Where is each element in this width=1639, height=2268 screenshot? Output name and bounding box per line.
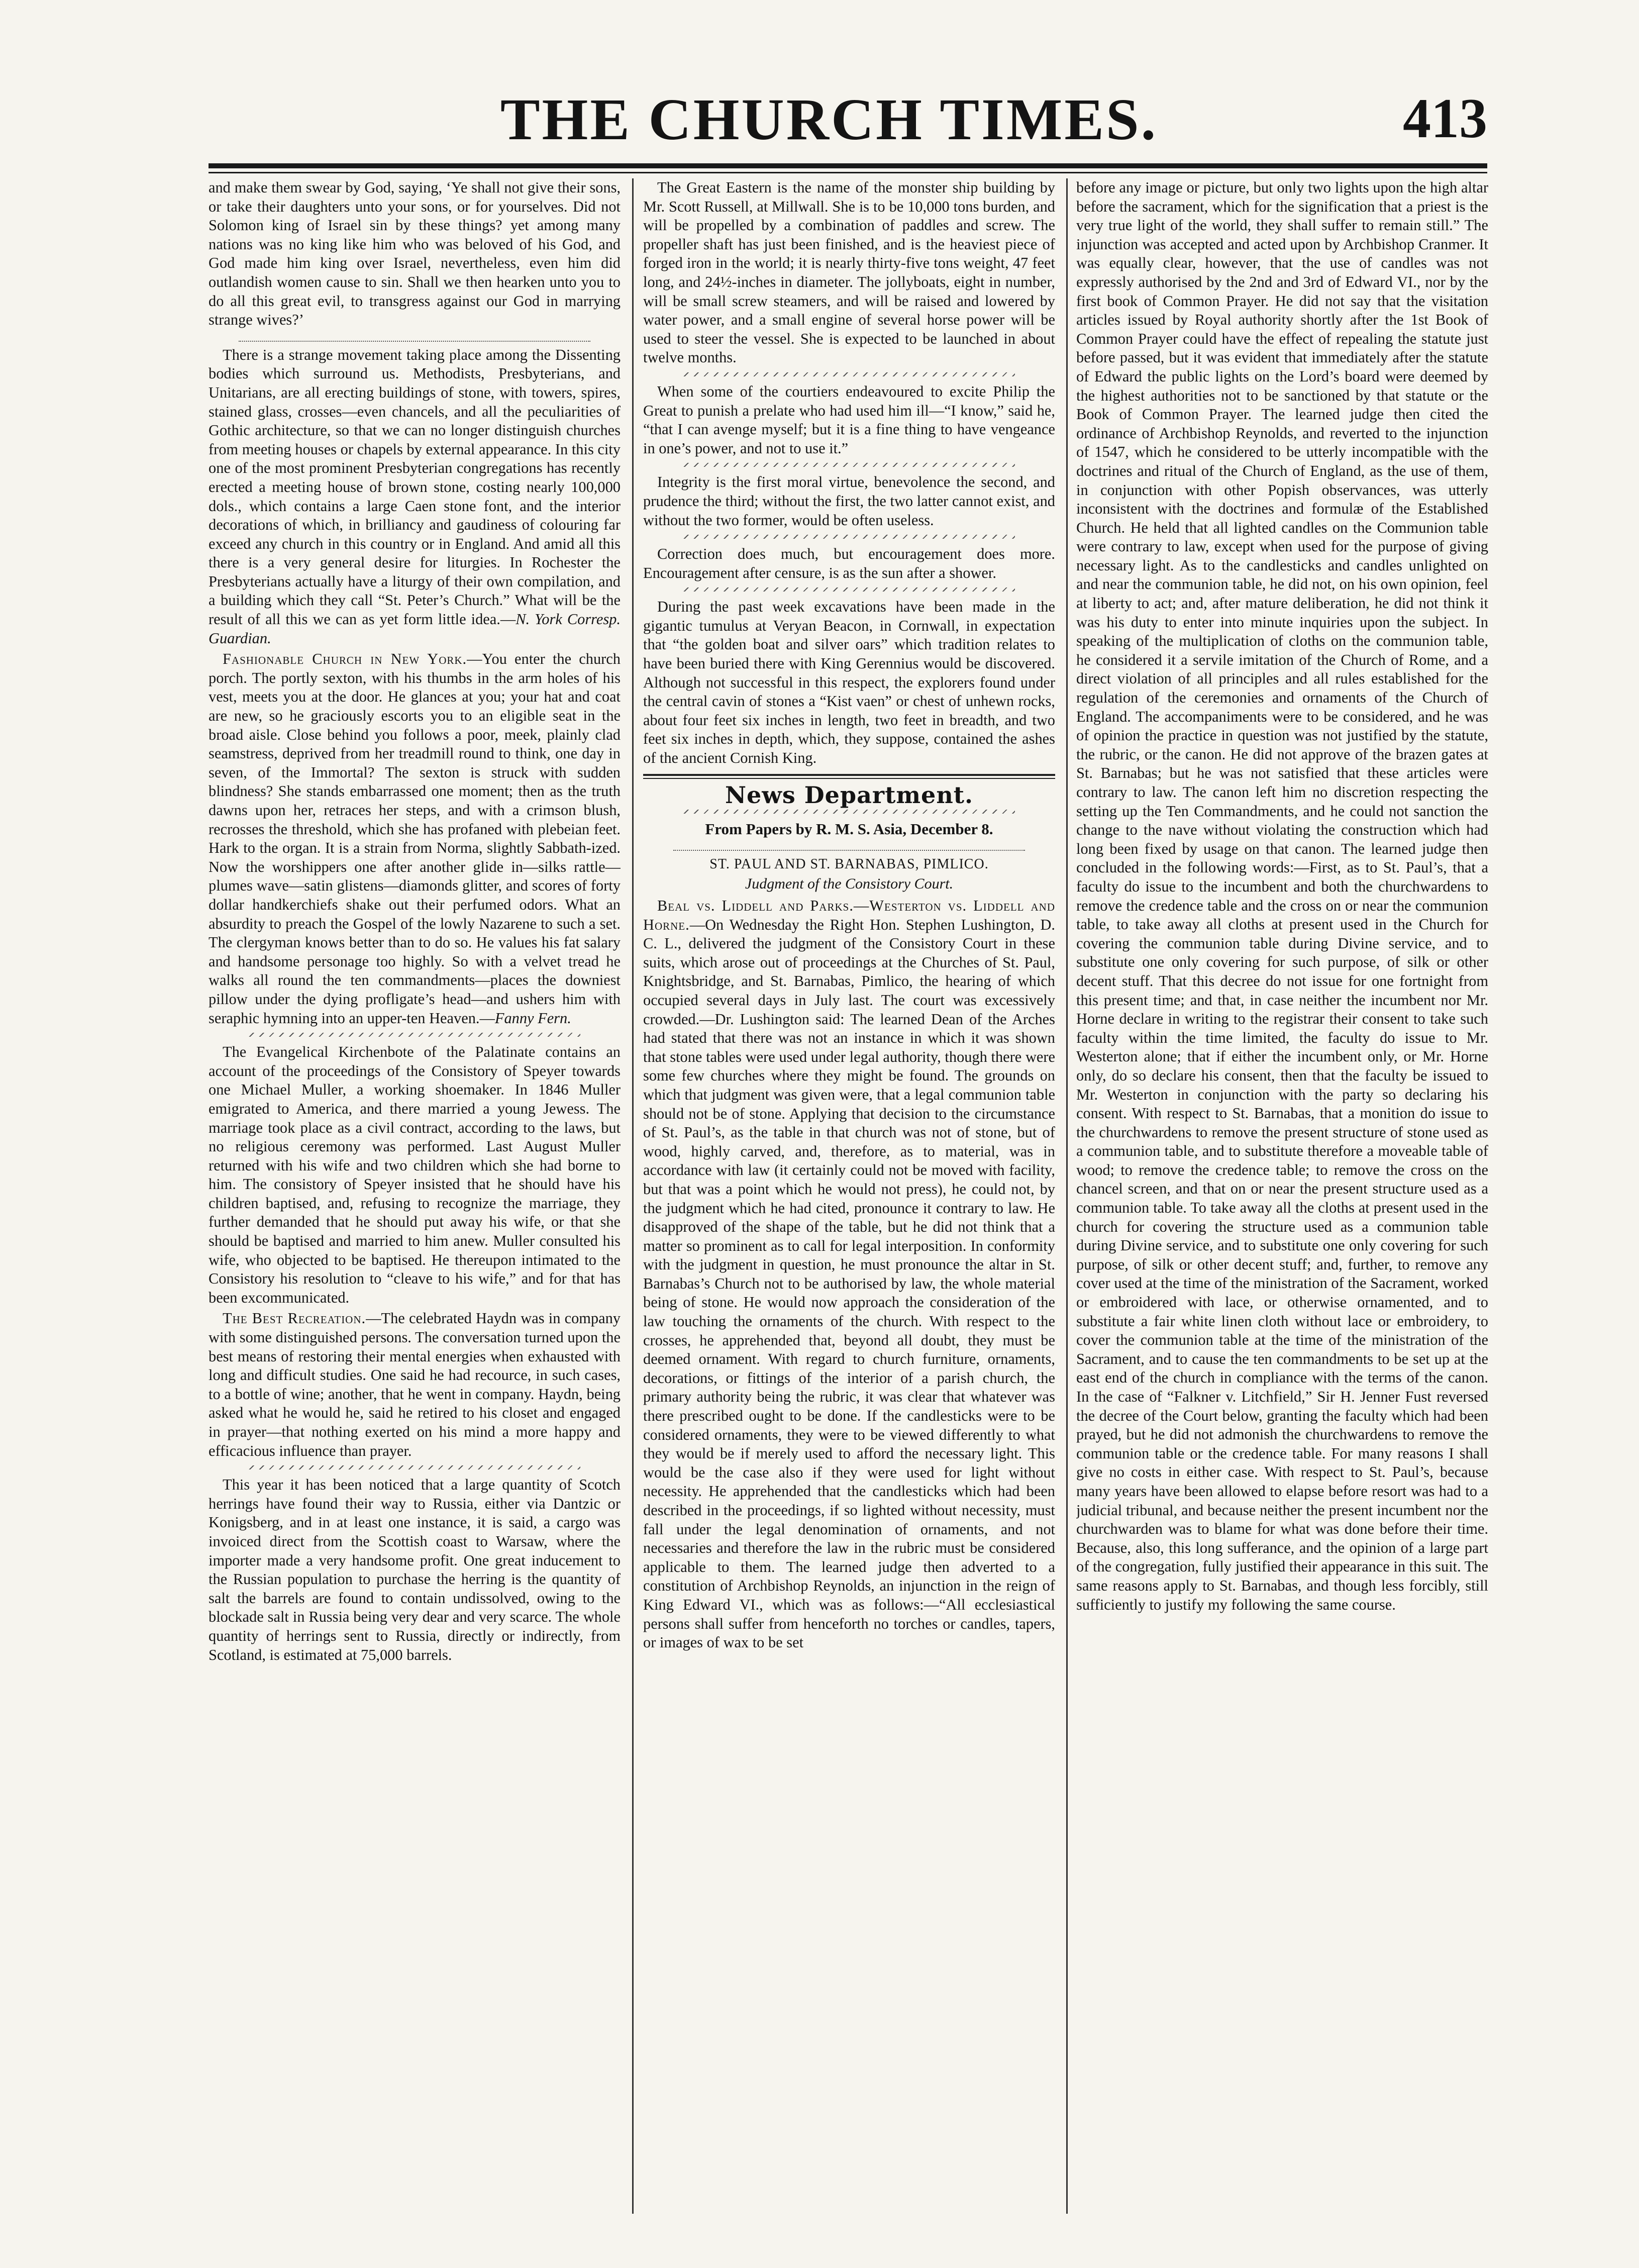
- article-philip: When some of the courtiers endeavoured to excite Philip the Great to punish a prelate who had used him ill—“I know,” said he, “that I can avenge myself; but it is a fine thing to have vengeance in one’s power, and not to use it.”: [643, 382, 1055, 457]
- article-lead: Fashionable Church in New York.: [223, 650, 467, 668]
- column-1: [209, 178, 621, 2214]
- section-rule: [643, 774, 1055, 779]
- header-rule-thin: [209, 172, 1487, 173]
- article-judgment: Beal vs. Liddell and Parks.—Westerton vs. Liddell and Horne.—On Wednesday the Right Hon. Stephen Lushington, D. C. L., delivered the judgment of the Consistory Court in these suits, which arose out of proceedings at the Churches of St. Paul, Knightsbridge, and St. Barnabas, Pimlico, the hearing of which occupied several days in July last. The court was excessively crowded.—Dr. Lushington said: The learned Dean of the Arches had stated that there was not an instance in which it was shown that stone tables were used under legal authority, though there were some few churches where they might be found. The grounds on which that judgment was given were, that a legal communion table should not be of stone. Applying that decision to the circumstance of St. Paul’s, as the table in that church was not of stone, but of wood, highly carved, and, therefore, as to material, was in accordance with law (it certainly could not be moved with facility, but that was a point which he would not press), he could not, by the judgment which he had cited, pronounce it contrary to law. He disapproved of the shape of the table, but he did not think that a matter so prominent as to call for legal interposition. In conformity with the judgment in question, he must pronounce the altar in St. Barnabas’s Church not to be authorised by law, the whole material being of stone. He would now approach the consideration of the law touching the ornaments of the church. With respect to the crosses, he apprehended that, beyond all doubt, they must be deemed ornament. With regard to church furniture, ornaments, decorations, or fittings of the interior of a parish church, the primary authority being the rubric, it was clear that whatever was there prescribed ought to be done. If the candlesticks were to be considered ornaments, they were to be viewed differently to what they would be if merely used to afford the necessary light. This would be the case also if they were used for light without necessity. He apprehended that the candlesticks which had been described in the proceedings, if so lighted without necessity, must fall under the legal denomination of ornaments, and not necessaries and therefore the law in the rubric must be considered applicable to them. The learned judge then adverted to a constitution of Archbishop Reynolds, an injunction in the reign of King Edward VI., which was as follows:—“All ecclesiastical persons shall suffer from henceforth no torches or candles, tapers, or images of wax to be set: [643, 897, 1055, 1651]
- article-great-eastern: The Great Eastern is the name of the monster ship building by Mr. Scott Russell, at Millwall. She is to be 10,000 tons burden, and will be propelled by a combination of paddles and screw. The propeller shaft has just been finished, and is the heaviest piece of forged iron in the world; it is nearly thirty-five tons weight, 47 feet long, and 24½-inches in diameter. The jollyboats, eight in number, will be small screw steamers, and will be raised and lowered by water power, and a small engine of several horse power will be used to steer the vessel. She is expected to be launched in about twelve months.: [643, 179, 1055, 366]
- separator: [683, 535, 1015, 539]
- news-department-heading: News Department.: [725, 781, 974, 809]
- article-subheading-italic: Judgment of the Consistory Court.: [745, 875, 954, 893]
- separator: [249, 1033, 580, 1037]
- article-muller: The Evangelical Kirchenbote of the Palatinate contains an account of the proceedings of the Consistory of Speyer towards one Michael Muller, a working shoemaker. In 1846 Muller emigrated to America, and there married a young Jewess. The marriage took place as a civil contract, according to the laws, but no religious ceremony was performed. Last August Muller returned with his wife and two children which she had borne to him. The consistory of Speyer insisted that he should have his children baptised, and, refusing to recognize the marriage, they further demanded that he should put away his wife, or that she should be baptised and married to him anew. Muller consulted his wife, who objected to be baptised. He thereupon intimated to the Consistory his resolution to “cleave to his wife,” and for that has been excommunicated.: [209, 1043, 621, 1306]
- article-lead: Beal vs. Liddell and Parks.—Westerton vs. Liddell and Horne.: [643, 897, 1055, 933]
- article-judgment-continued: before any image or picture, but only two lights upon the high altar before the sacrament, which for the signification that a priest is the very true light of the world, they shall suffer to remain still.” The injunction was accepted and acted upon by Archbishop Cranmer. It was equally clear, however, that the use of candles was not expressly authorised by the 2nd and 3rd of Edward VI., nor by the first book of Common Prayer. He did not say that the visitation articles issued by Royal authority shortly after the 1st Book of Common Prayer could have the effect of repealing the statute just before passed, but it was evident that immediately after the statute of Edward the public lights on the Lord’s board were deemed by the highest authorities not to be sanctioned by that statute or the Book of Common Prayer. The learned judge then cited the ordinance of Archbishop Reynolds, and reverted to the injunction of 1547, which he considered to be utterly incompatible with the doctrines and ritual of the Church of England, as the use of them, in conjunction with other Popish observances, was utterly inconsistent with the doctrines and formulæ of the Established Church. He held that all lighted candles on the Communion table were contrary to law, except when used for the purpose of giving necessary light. As to the candlesticks and candles unlighted on and near the communion table, he did not, on his own opinion, feel at liberty to act; and, after mature deliberation, he did not think it was his duty to enter into minute inquiries upon the subject. In speaking of the multiplication of cloths on the communion table, he considered it a servile imitation of the Church of Rome, and a direct violation of all principles and all rules established for the regulation of the ceremonies and ornaments of the Church of England. The accompaniments were to be considered, and he was of opinion the practice in question was not justified by the statute, the rubric, or the canon. He did not approve of the brazen gates at St. Barnabas; but he was not satisfied that these articles were contrary to law. The canon left him no discretion respecting the setting up the Ten Commandments, and he could not sanction the change to the nave without violating the construction which had long been fixed by usage on that canon. The learned judge then concluded in the following words:—First, as to St. Paul’s, that a faculty do issue to the incumbent and both the churchwardens to remove the credence table and the cross on or near the communion table, to take away all cloths at present used in the Church for covering the communion table during Divine service, and to substitute one only covering for such purpose, of silk or other decent stuff. That this decree do not issue for one fortnight from this present time; and that, in case neither the incumbent nor Mr. Horne declare in writing to the registrar their consent to take such faculty within the time limited, the faculty do issue to Mr. Westerton alone; that if either the incumbent only, or Mr. Horne only, do so declare his consent, then that the faculty be issued to Mr. Westerton in conjunction with the party so declaring his consent. With respect to St. Barnabas, that a monition do issue to the churchwardens to remove the present structure of stone used as a communion table, and to substitute therefore a moveable table of wood; to remove the credence table; to remove the cross on the chancel screen, and that on or near the present structure used as a communion table. To take away all the cloths at present used in the church for covering the structure used as a communion table during Divine service, and to substitute one only covering for such purpose, of silk or other decent stuff; and, further, to remove any cover used at the time of the ministration of the Sacrament, worked or embroidered with lace, or otherwise ornamented, and to substitute a fair white linen cloth without lace or embroidery, to cover the communion table at the time of the ministration of the Sacrament, and to cause the ten commandments to be set up at the east end of the church in compliance with the terms of the canon. In the case of “Falkner v. Litchfield,” Sir H. Jenner Fust reversed the decree of the Court below, granting the faculty which had been prayed, but he did not admonish the churchwardens to remove the communion table or the credence table. For many reasons I shall give no costs in either case. With respect to St. Paul’s, because many years have been allowed to elapse before resort was had to a judicial tribunal, and because neither the present incumbent nor the churchwarden was to blame for what was done before their time. Because, also, this long sufferance, and the opinion of a large part of the congregation, fully justified their appearance in this suit. The same reasons apply to St. Barnabas, and though less forcibly, still sufficiently to justify my following the same course.: [1076, 179, 1488, 1613]
- column-rule: [1066, 178, 1068, 2214]
- article-subheading: ST. PAUL AND ST. BARNABAS, PIMLICO.: [709, 856, 989, 872]
- separator: [673, 842, 1025, 851]
- header-rule: [209, 163, 1487, 168]
- article-integrity: Integrity is the first moral virtue, benevolence the second, and prudence the third; without the first, the two latter cannot exist, and without the two former, would be often useless.: [643, 473, 1055, 529]
- separator: [683, 810, 1015, 814]
- column-rule: [632, 178, 634, 2214]
- separator: [239, 333, 590, 342]
- article-dissenters: There is a strange movement taking place among the Dissenting bodies which surround us. Methodists, Presbyterians, and Unitarians, are all erecting buildings of stone, with towers, spires, stained glass, crosses—even chancels, and all the peculiarities of Gothic architecture, so that we can no longer distinguish churches from meeting houses or chapels by external appearance. In this city one of the most prominent Presbyterian congregations has recently erected a meeting house of brown stone, costing nearly 100,000 dols., which contains a large Caen stone font, and the interior decorations of which, in brilliancy and gaudiness of colouring far exceed any church in this country or in England. And amid all this there is a very general desire for liturgies. In Rochester the Presbyterians actually have a liturgy of their own compilation, and a building which they call “St. Peter’s Church.” What will be the result of all this we can as yet form little idea.—N. York Corresp. Guardian.: [209, 346, 621, 647]
- separator: [683, 587, 1015, 591]
- column-2: [643, 178, 1055, 2214]
- separator: [249, 1465, 580, 1469]
- separator: [683, 372, 1015, 376]
- source-credit: Fanny Fern.: [494, 1009, 571, 1027]
- article-recreation: The Best Recreation.—The celebrated Haydn was in company with some distinguished persons. The conversation turned upon the best means of restoring their mental energies when exhausted with long and difficult studies. One said he had recource, in such cases, to a bottle of wine; another, that he went in company. Haydn, being asked what he would he, said he retired to his closet and engaged in prayer—that nothing exerted on his mind a more happy and efficacious influence than prayer.: [209, 1310, 621, 1459]
- article-lead: The Best Recreation.: [223, 1310, 366, 1327]
- newspaper-title: THE CHURCH TIMES.: [500, 86, 1158, 152]
- separator: [683, 463, 1015, 467]
- article-fashionable-church: Fashionable Church in New York.—You enter the church porch. The portly sexton, with his thumbs in the arm holes of his vest, meets you at the door. He glances at you; your hat and coat are new, so he graciously escorts you to an eligible seat in the broad aisle. Close behind you follows a poor, meek, plainly clad seamstress, deprived from her treadmill round to think, one day in seven, of the Immortal? The sexton is struck with sudden blindness? She stands embarrassed one moment; then as the truth dawns upon her, retraces her steps, and with a crimson blush, recrosses the threshold, which she has profaned with plebeian feet. Hark to the organ. It is a strain from Norma, slightly Sabbath-ized. Now the worshippers one after another glide in—silks rattle—plumes wave—satin glistens—diamonds glitter, and scores of forty dollar handkerchiefs shake out their perfumed odors. What an absurdity to preach the Gospel of the lowly Nazarene to such a set. The clergyman knows better than to do so. He values his fat salary and handsome personage too highly. So with a velvet tread he walks all round the ten commandments—places the downiest pillow under the dying profligate’s head—and ushers him with seraphic hymning into an upper-ten Heaven.—Fanny Fern.: [209, 650, 621, 1027]
- article-text: and make them swear by God, saying, ‘Ye shall not give their sons, or take their daughters unto your sons, or for yourselves. Did not Solomon king of Israel sin by these things? yet among many nations was no king like him who was beloved of his God, and God made him king over Israel, nevertheless, even him did outlandish women cause to sin. Shall we then hearken unto you to do all this great evil, to transgress against our God in marrying strange wives?’: [209, 179, 621, 329]
- masthead: [191, 75, 1487, 161]
- article-herrings: This year it has been noticed that a large quantity of Scotch herrings have found their way to Russia, either via Dantzic or Konigsberg, and in at least one instance, it is said, a cargo was invoiced direct from the Scottish coast to Warsaw, where the importer made a very handsome profit. One great inducement to the Russian population to purchase the herring is the quantity of salt the barrels are found to contain undissolved, owing to the blockade salt in Russia being very dear and very scarce. The whole quantity of herrings sent to Russia, directly or indirectly, from Scotland, is estimated at 75,000 barrels.: [209, 1476, 621, 1663]
- article-correction: Correction does much, but encouragement does more. Encouragement after censure, is as the sun after a shower.: [643, 545, 1055, 581]
- dateline: From Papers by R. M. S. Asia, December 8.: [705, 820, 993, 838]
- page-number: 413: [1403, 87, 1487, 150]
- column-3: [1076, 178, 1488, 2214]
- article-veryan: During the past week excavations have been made in the gigantic tumulus at Veryan Beacon, in Cornwall, in expectation that “the golden boat and silver oars” which tradition relates to have been buried there with King Gerennius would be discovered. Although not successful in this respect, the explorers found under the central cavin of stones a “Kist vaen” or chest of unhewn rocks, about four feet six inches in length, two feet in breadth, and two feet six inches in depth, which, they suppose, contained the ashes of the ancient Cornish King.: [643, 598, 1055, 767]
- source-credit: N. York Corresp. Guardian.: [209, 611, 621, 647]
